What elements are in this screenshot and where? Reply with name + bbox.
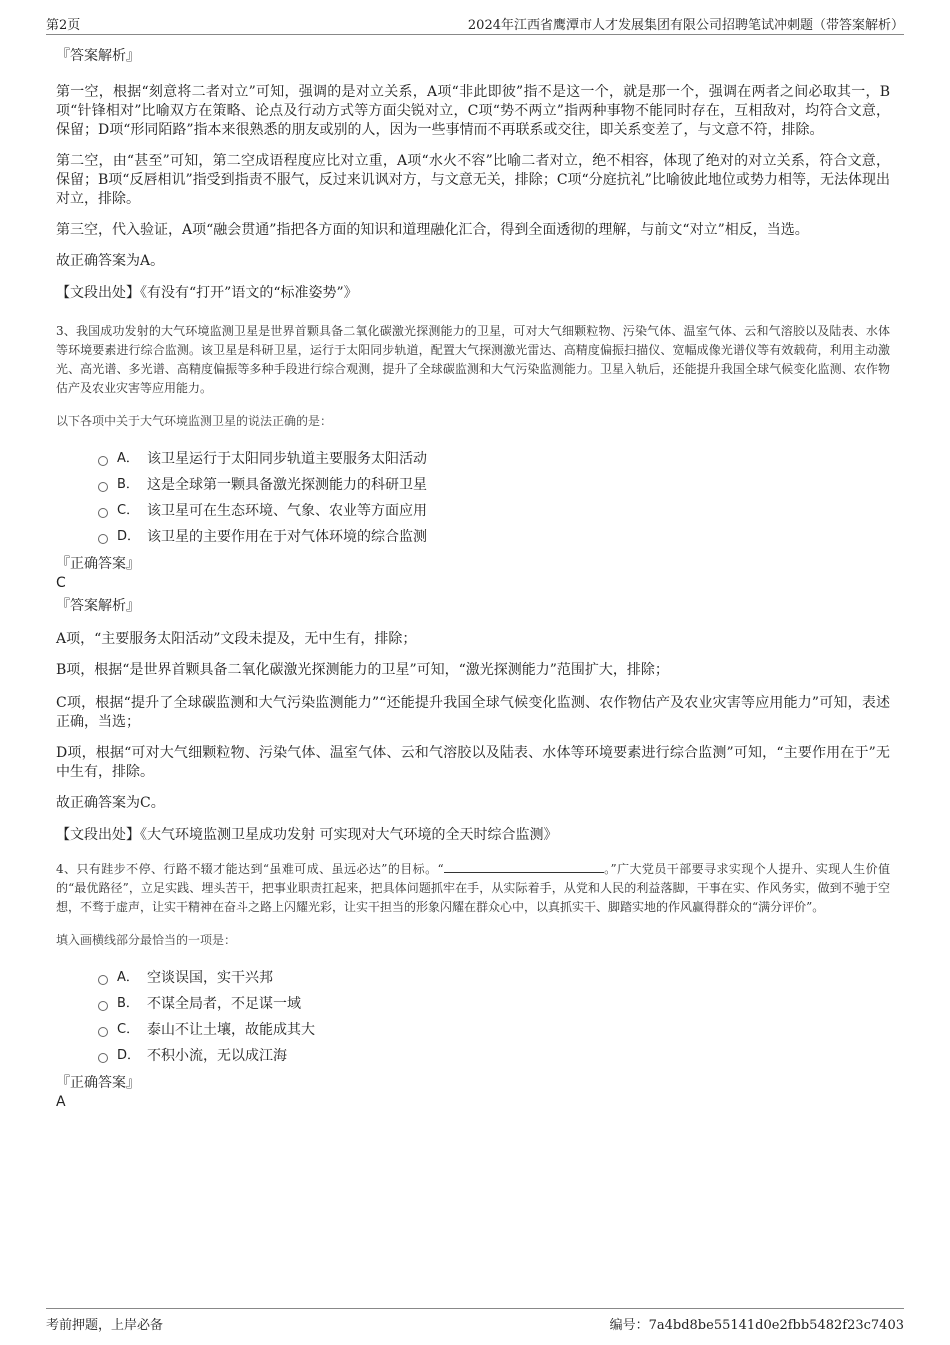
q2-analysis-para-2: 第二空，由“甚至”可知，第二空成语程度应比对立重，A项“水火不容”比喻二者对立，绝不相容，体现了绝对的对立关系，符合文意，保留；B项“反唇相讥”指受到指责不服气，反过来讥讽对方，与文意无关，排除；C项“分庭抗礼”比喻彼此地位或势力相等，无法体现出对立，排除。 bbox=[56, 153, 890, 207]
document-title: 2024年江西省鹰潭市人才发展集团有限公司招聘笔试冲刺题（带答案解析） bbox=[467, 18, 904, 33]
q3-ask: 以下各项中关于大气环境监测卫星的说法正确的是： bbox=[56, 414, 333, 428]
q3-conclusion: 故正确答案为C。 bbox=[56, 795, 165, 811]
q4-option-a[interactable]: A． 空谈误国，实干兴邦 bbox=[98, 965, 890, 991]
q4-correct-label: 『正确答案』 bbox=[56, 1075, 140, 1091]
radio-icon[interactable] bbox=[98, 534, 108, 544]
q3-option-b[interactable]: B． 这是全球第一颗具备激光探测能力的科研卫星 bbox=[98, 472, 890, 498]
q3-analysis-label: 『答案解析』 bbox=[56, 598, 140, 614]
page-content bbox=[56, 44, 890, 1111]
radio-icon[interactable] bbox=[98, 1053, 108, 1063]
fill-in-blank bbox=[444, 860, 604, 873]
radio-icon[interactable] bbox=[98, 975, 108, 985]
q4-option-d[interactable]: D． 不积小流，无以成江海 bbox=[98, 1043, 890, 1069]
page-header bbox=[46, 12, 904, 35]
q3-option-d[interactable]: D． 该卫星的主要作用在于对气体环境的综合监测 bbox=[98, 524, 890, 550]
q2-analysis-label: 『答案解析』 bbox=[56, 48, 140, 64]
radio-icon[interactable] bbox=[98, 508, 108, 518]
q4-answer: A bbox=[56, 1094, 66, 1110]
q3-analysis-para-2: B项，根据“是世界首颗具备二氧化碳激光探测能力的卫星”可知，“激光探测能力”范围扩大，排除； bbox=[56, 662, 669, 678]
radio-icon[interactable] bbox=[98, 482, 108, 492]
q4-ask: 填入画横线部分最恰当的一项是： bbox=[56, 933, 237, 947]
q3-analysis-para-3: C项，根据“提升了全球碳监测和大气污染监测能力”“还能提升我国全球气候变化监测、农作物估产及农业灾害等应用能力”可知，表述正确，当选； bbox=[56, 695, 890, 730]
q3-analysis-para-4: D项，根据“可对大气细颗粒物、污染气体、温室气体、云和气溶胶以及陆表、水体等环境要素进行综合监测”可知，“主要作用在于”无中生有，排除。 bbox=[56, 745, 890, 780]
footer-slogan: 考前押题，上岸必备 bbox=[46, 1318, 164, 1333]
q2-conclusion: 故正确答案为A。 bbox=[56, 253, 165, 269]
radio-icon[interactable] bbox=[98, 1001, 108, 1011]
q3-question-text: 3、我国成功发射的大气环境监测卫星是世界首颗具备二氧化碳激光探测能力的卫星，可对大气细颗粒物、污染气体、温室气体、云和气溶胶以及陆表、水体等环境要素进行综合监测。该卫星是科研卫星，运行于太阳同步轨道，配置大气探测激光雷达、高精度偏振扫描仪、宽幅成像光谱仪等有效载荷，利用主动激光、高光谱、多光谱、高精度偏振等多种手段进行综合观测，提升了全球碳监测和大气污染监测能力。卫星入轨后，还能提升我国全球气候变化监测、农作物估产及农业灾害等应用能力。 bbox=[56, 324, 890, 395]
q2-source: 【文段出处】《有没有“打开”语文的“标准姿势”》 bbox=[56, 285, 358, 301]
q2-analysis-para-1: 第一空，根据“刻意将二者对立”可知，强调的是对立关系，A项“非此即彼”指不是这一个，就是那一个，强调在两者之间必取其一，B项“针锋相对”比喻双方在策略、论点及行动方式等方面尖锐对立，C项“势不两立”指两种事物不能同时存在，互相敌对，均符合文意，保留；D项“形同陌路”指本来很熟悉的朋友或别的人，因为一些事情而不再联系或交往，即关系变差了，与文意不符，排除。 bbox=[56, 84, 890, 138]
q2-analysis-para-3: 第三空，代入验证，A项“融会贯通”指把各方面的知识和道理融化汇合，得到全面透彻的理解，与前文“对立”相反，当选。 bbox=[56, 222, 809, 238]
q3-analysis-para-1: A项，“主要服务太阳活动”文段未提及，无中生有，排除； bbox=[56, 631, 417, 647]
q3-answer: C bbox=[56, 575, 66, 591]
q4-options bbox=[56, 965, 890, 1069]
q3-option-c[interactable]: C． 该卫星可在生态环境、气象、农业等方面应用 bbox=[98, 498, 890, 524]
q4-option-c[interactable]: C． 泰山不让土壤，故能成其大 bbox=[98, 1017, 890, 1043]
radio-icon[interactable] bbox=[98, 456, 108, 466]
q4-question-text: 4、只有跬步不停、行路不辍才能达到“虽难可成、虽远必达”的目标。“ 。”广大党员干部要寻求实现个人提升、实现人生价值的“最优路径”，立足实践、埋头苦干，把事业职责扛起来，把具体问题抓牢在手，从实际着手，从党和人民的利益落脚，干事在实、作风务实，做到不驰于空想，不骛于虚声，让实干精神在奋斗之路上闪耀光彩，让实干担当的形象闪耀在群众心中，以真抓实干、脚踏实地的作风赢得群众的“满分评价”。 bbox=[56, 862, 890, 914]
q4-option-b[interactable]: B． 不谋全局者，不足谋一域 bbox=[98, 991, 890, 1017]
q3-options bbox=[56, 446, 890, 550]
page-footer bbox=[46, 1308, 904, 1335]
q3-correct-label: 『正确答案』 bbox=[56, 556, 140, 572]
q3-option-a[interactable]: A． 该卫星运行于太阳同步轨道主要服务太阳活动 bbox=[98, 446, 890, 472]
page-number: 第2页 bbox=[46, 18, 81, 33]
footer-serial: 编号：7a4bd8be55141d0e2fbb5482f23c7403 bbox=[609, 1318, 904, 1333]
q3-source: 【文段出处】《大气环境监测卫星成功发射 可实现对大气环境的全天时综合监测》 bbox=[56, 827, 558, 843]
radio-icon[interactable] bbox=[98, 1027, 108, 1037]
